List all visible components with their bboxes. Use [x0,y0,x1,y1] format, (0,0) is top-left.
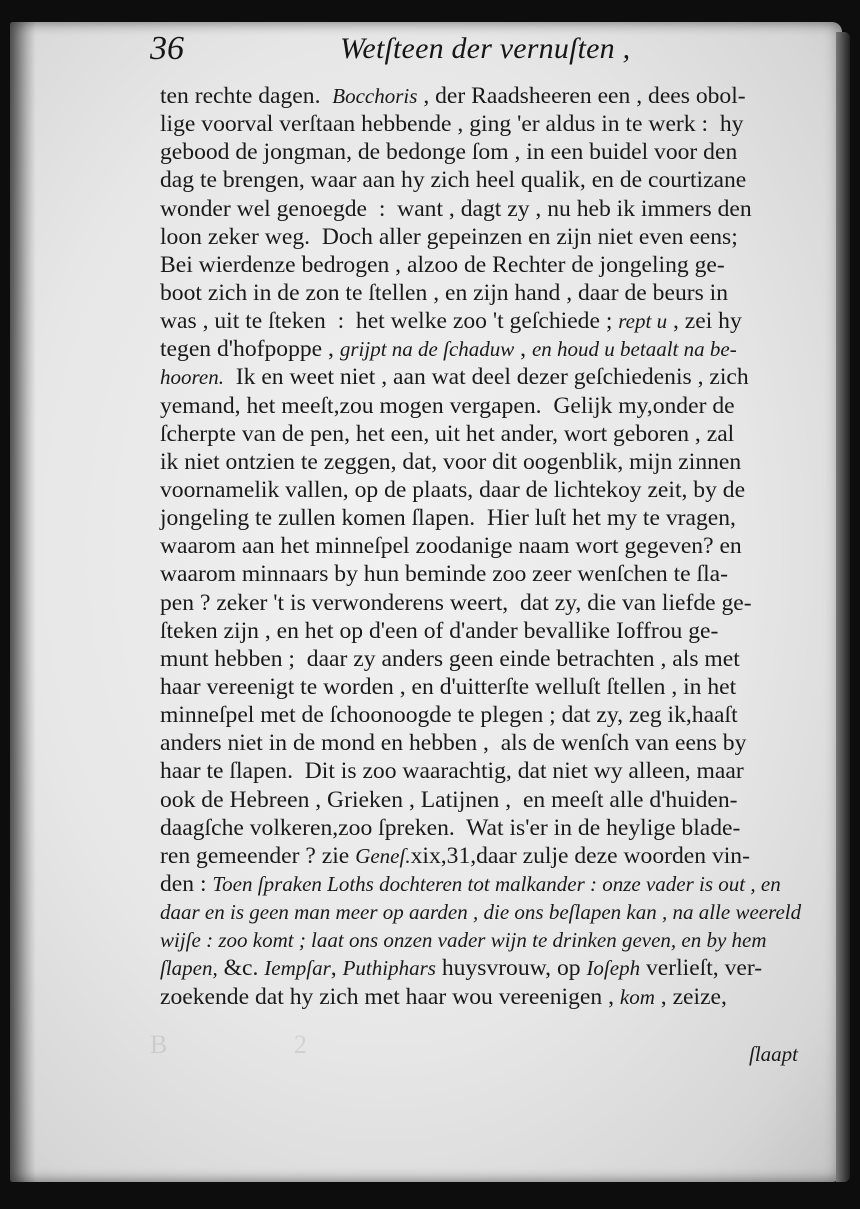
body-text [160,82,820,1011]
text-line [160,842,820,870]
text-run: boot zich in de zon te ſtellen , en zijn hand , daar de beurs in [160,279,729,306]
text-line [160,251,820,279]
text-run: &c. [217,955,265,982]
text-run: , zeize, [654,983,727,1010]
text-run: was , uit te ſteken : het welke zoo 't geſchiede ; [160,308,619,335]
text-run: waarom minnaars by hun beminde zoo zeer wenſchen te ſla- [160,561,728,588]
italic-text-run: Iempſar [264,956,331,981]
text-line [160,645,820,673]
text-line [160,307,820,335]
italic-text-run: Puthiphars [342,956,436,981]
text-run: ſteken zijn , en het op d'een of d'ander bevallike Ioffrou ge- [160,617,719,644]
text-line [160,82,820,110]
italic-text-run: Ioſeph [586,956,641,981]
text-run: jongeling te zullen komen ſlapen. Hier luſt het my te vragen, [160,505,736,532]
page-edge [836,32,850,1182]
text-run: daagſche volkeren,zoo ſpreken. Wat is'er in de heylige blade- [160,814,741,841]
text-run: lige voorval verſtaan hebbende , ging 'er aldus in te werk : hy [160,111,744,138]
italic-text-run: kom [619,984,655,1009]
text-run: , zei hy [667,308,742,335]
text-run: gebood de jongman, de bedonge ſom , in een buidel voor den [160,139,738,166]
text-line [160,504,820,532]
text-line [160,363,820,391]
text-run: wonder wel genoegde : want , dagt zy , nu heb ik immers den [160,195,752,222]
italic-text-run: Geneſ. [355,843,411,868]
text-run: den : [160,870,213,897]
text-run: , [514,336,532,363]
italic-text-run: en houd u betaalt na be- [531,337,737,362]
italic-text-run: rept u [618,309,668,334]
spine-shadow [10,22,36,1182]
text-run: huysvrouw, op [435,955,587,982]
text-line [160,279,820,307]
text-line [160,138,820,166]
text-run: minneſpel met de ſchoonoogde te plegen ; dat zy, zeg ik,haaſt [160,702,738,729]
text-run: tegen d'hofpoppe , [160,336,340,363]
text-run: pen ? zeker 't is verwonderens weert, dat zy, die van liefde ge- [160,589,752,616]
text-line [160,420,820,448]
text-line [160,673,820,701]
italic-text-run: grijpt na de ſchaduw [339,337,515,362]
text-run: loon zeker weg. Doch aller gepeinzen en zijn niet even eens; [160,223,738,250]
text-run: zoekende dat hy zich met haar wou vereenigen , [160,983,620,1010]
text-run: ten rechte dagen. [160,83,333,109]
text-line [160,617,820,645]
text-run: ook de Hebreen , Grieken , Latijnen , en meeſt alle d'huiden- [160,786,738,813]
text-line [160,335,820,363]
text-line [160,701,820,729]
italic-text-run: ſlapen, [160,956,218,981]
text-line [160,954,820,982]
text-line [160,814,820,842]
text-line [160,560,820,588]
text-run: dag te brengen, waar aan hy zich heel qualik, en de courtizane [160,167,747,194]
text-run: xix,31,daar zulje deze woorden vin- [410,842,750,869]
running-title: Wetſteen der vernuſten , [340,32,631,65]
text-run: Bei wierdenze bedrogen , alzoo de Rechter de jongeling ge- [160,251,725,278]
text-line [160,870,820,898]
text-line [160,392,820,420]
text-line [160,448,820,476]
italic-text-run: hooren. [160,365,224,390]
catchword: ſlaapt [748,1042,798,1066]
text-run: haar te ſlapen. Dit is zoo waarachtig, dat niet wy alleen, maar [160,758,744,785]
italic-text-run: Toen ſpraken Loths dochteren tot malkander : onze vader is out , en [212,871,781,896]
text-line [160,532,820,560]
text-line [160,757,820,785]
text-line [160,729,820,757]
italic-text-run: daar en is geen man meer op aarden , die ons beſlapen kan , na alle weereld [160,900,802,925]
text-run: verlieſt, ver- [640,955,763,982]
text-line [160,166,820,194]
bleed-through-text: B 2 [150,1030,367,1059]
text-run: anders niet in de mond en hebben , als de wenſch van eens by [160,730,747,757]
text-run: waarom aan het minneſpel zoodanige naam wort gegeven? en [160,533,742,560]
italic-text-run: Bocchoris [332,84,418,108]
text-line [160,195,820,223]
text-line [160,476,820,504]
text-run: , der Raadsheeren een , dees obol- [417,83,746,109]
text-line [160,983,820,1011]
text-line [160,926,820,954]
text-run: Ik en weet niet , aan wat deel dezer geſchiedenis , zich [223,364,749,391]
text-run: yemand, het meeſt,zou mogen vergapen. Gelijk my,onder de [160,392,735,419]
text-run: ren gemeender ? zie [160,842,356,869]
text-line [160,223,820,251]
text-run: ik niet ontzien te zeggen, dat, voor dit oogenblik, mijn zinnen [160,448,742,475]
text-line [160,898,820,926]
text-line [160,110,820,138]
text-run: ſcherpte van de pen, het een, uit het ander, wort geboren , zal [160,420,735,447]
text-run: voornamelik vallen, op de plaats, daar de lichtekoy zeit, by de [160,476,746,503]
text-run: munt hebben ; daar zy anders geen einde betrachten , als met [160,645,740,672]
text-line [160,589,820,617]
page-header [150,30,640,78]
text-run: haar vereenigt te worden , en d'uitterſte welluſt ſtellen , in het [160,673,737,700]
italic-text-run: wijſe : zoo komt ; laat ons onzen vader wijn te drinken geven, en by hem [160,928,767,953]
page-number: 36 [150,30,184,67]
text-run: , [330,955,343,982]
text-line [160,786,820,814]
